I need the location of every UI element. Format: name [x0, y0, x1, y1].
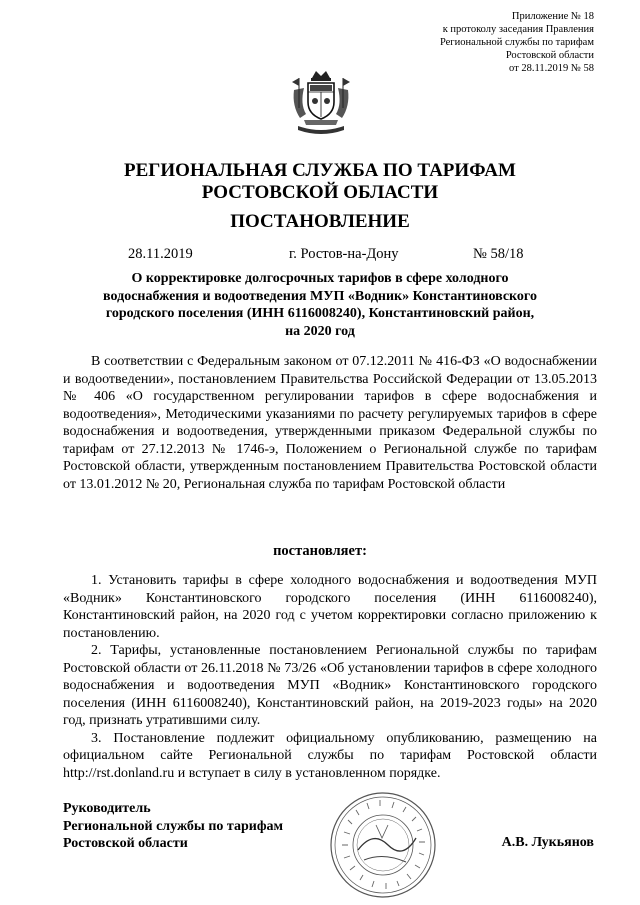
document-type: ПОСТАНОВЛЕНИЕ [230, 211, 410, 232]
appendix-line-2: к протоколу заседания Правления [442, 24, 594, 35]
resolves-heading: постановляет: [273, 543, 367, 559]
signatory-title-line-1: Руководитель [63, 801, 151, 816]
official-stamp-icon [328, 790, 438, 900]
organization-name-line-2: РОСТОВСКОЙ ОБЛАСТИ [201, 182, 439, 203]
document-date: 28.11.2019 [128, 246, 193, 262]
signatory-title [63, 800, 283, 853]
document-subject: О корректировке долгосрочных тарифов в сфере холодного водоснабжения и водоотведения МУП «Водник» Константиновского городского поселения (ИНН 6116008240), Константиновский район, на 2020 год [103, 271, 537, 339]
appendix-line-1: Приложение № 18 [511, 11, 594, 22]
resolution-point-3: 3. Постановление подлежит официальному опубликованию, размещению на официальном сайте Региональной службы по тарифам Ростовской области http://rst.donland.ru и вступает в силу в установленном порядке. [63, 730, 597, 781]
appendix-line-3: Региональной службы по тарифам [439, 37, 594, 48]
preamble-paragraph: В соответствии с Федеральным законом от 07.12.2011 № 416-ФЗ «О водоснабжении и водоотведении», постановлением Правительства Российской Федерации от 13.05.2013 № 406 «О государственном регулировании тарифов в сфере водоснабжения и водоотведения», Методическими указаниями по расчету регулируемых тарифов в сфере водоснабжения и водоотведения, утвержденными приказом Федеральной службы по тарифам от 27.12.2013 № 1746-э, Положением о Региональной службе по тарифам Ростовской области, утвержденным постановлением Правительства Ростовской области от 13.01.2012 № 20, Региональная служба по тарифам Ростовской области [63, 354, 597, 492]
document-number: № 58/18 [473, 246, 524, 262]
resolution-point-2: 2. Тарифы, установленные постановлением Региональной службы по тарифам Ростовской области от 26.11.2018 № 73/26 «Об установлении тарифов в сфере холодного водоснабжения и водоотведения МУП «Водник» Константиновского городского поселения (ИНН 6116008240), Константиновский район, на 2019-2023 годы» на 2020 год, признать утратившими силу. [63, 643, 597, 728]
resolution-point-1: 1. Установить тарифы в сфере холодного водоснабжения и водоотведения МУП «Водник» Константиновского городского поселения (ИНН 6116008240), Константиновский район, на 2020 год с учетом корректировки согласно приложению к постановлению. [63, 573, 597, 641]
appendix-line-4: Ростовской области [505, 50, 594, 61]
organization-name-line-1: РЕГИОНАЛЬНАЯ СЛУЖБА ПО ТАРИФАМ [124, 160, 516, 181]
document-city: г. Ростов-на-Дону [289, 246, 399, 262]
appendix-note [440, 10, 594, 75]
appendix-line-5: от 28.11.2019 № 58 [509, 63, 594, 74]
signatory-name: А.В. Лукьянов [501, 835, 594, 850]
signatory-title-line-3: Ростовской области [63, 836, 188, 851]
resolution-points [63, 572, 597, 782]
organization-name [0, 160, 640, 204]
preamble [63, 353, 597, 493]
signatory-title-line-2: Региональной службы по тарифам [63, 818, 284, 834]
coat-of-arms-icon [290, 68, 352, 140]
